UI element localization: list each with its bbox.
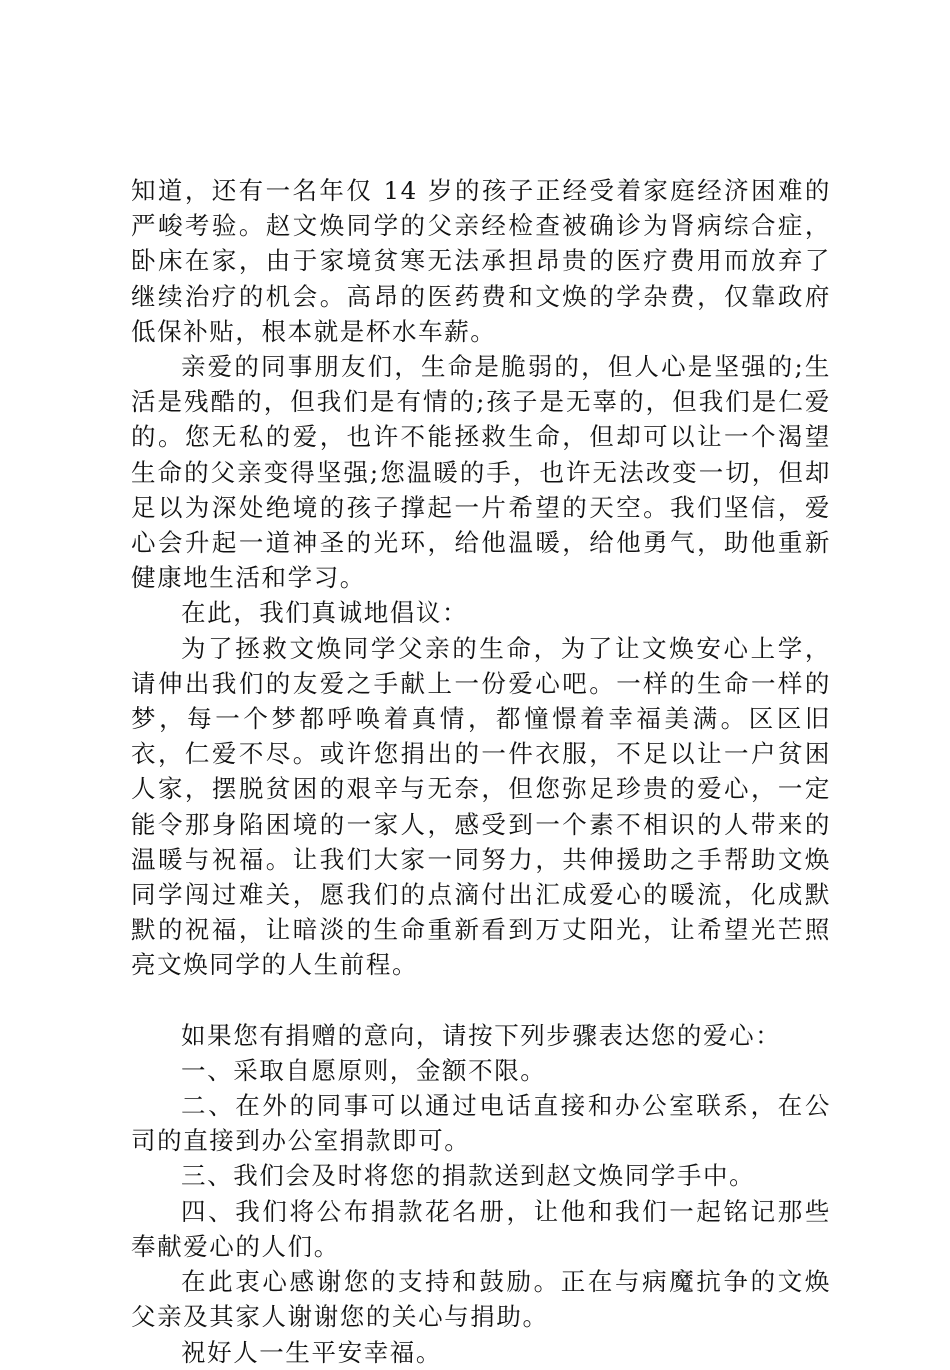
step-item-3: 三、我们会及时将您的捐款送到赵文焕同学手中。	[181, 1161, 756, 1191]
paragraph-donation-steps-intro: 如果您有捐赠的意向，请按下列步骤表达您的爱心：	[181, 1020, 782, 1050]
paragraph-proposal-intro: 在此，我们真诚地倡议：	[181, 598, 469, 628]
paragraph-family-situation: 知道，还有一名年仅 14 岁的孩子正经受着家庭经济困难的严峻考验。赵文焕同学的父亲经检查被确诊为肾病综合症，卧床在家，由于家境贫寒无法承担昂贵的医疗费用而放弃了继续治疗的机会。高昂的医药费和文焕的学杂费，仅靠政府低保补贴，根本就是杯水车薪。	[131, 176, 831, 346]
document-body	[131, 173, 831, 1370]
paragraph-thanks: 在此衷心感谢您的支持和鼓励。正在与病魔抗争的文焕父亲及其家人谢谢您的关心与捐助。	[131, 1267, 831, 1332]
step-item-2: 二、在外的同事可以通过电话直接和办公室联系，在公司的直接到办公室捐款即可。	[131, 1091, 831, 1156]
paragraph-proposal: 为了拯救文焕同学父亲的生命，为了让文焕安心上学，请伸出我们的友爱之手献上一份爱心吧。一样的生命一样的梦，每一个梦都呼唤着真情，都憧憬着幸福美满。区区旧衣，仁爱不尽。或许您捐出的一件衣服，不足以让一户贫困人家，摆脱贫困的艰辛与无奈，但您弥足珍贵的爱心，一定能令那身陷困境的一家人，感受到一个素不相识的人带来的温暖与祝福。让我们大家一同努力，共伸援助之手帮助文焕同学闯过难关，愿我们的点滴付出汇成爱心的暖流，化成默默的祝福，让暗淡的生命重新看到万丈阳光，让希望光芒照亮文焕同学的人生前程。	[131, 633, 831, 980]
paragraph-blessing: 祝好人一生平安幸福。	[181, 1337, 442, 1367]
step-item-1: 一、采取自愿原则，金额不限。	[181, 1055, 547, 1085]
step-item-4: 四、我们将公布捐款花名册，让他和我们一起铭记那些奉献爱心的人们。	[131, 1196, 831, 1261]
paragraph-appeal: 亲爱的同事朋友们，生命是脆弱的，但人心是坚强的;生活是残酷的，但我们是有情的;孩子是无辜的，但我们是仁爱的。您无私的爱，也许不能拯救生命，但却可以让一个渴望生命的父亲变得坚强;您温暖的手，也许无法改变一切，但却足以为深处绝境的孩子撑起一片希望的天空。我们坚信，爱心会升起一道神圣的光环，给他温暖，给他勇气，助他重新健康地生活和学习。	[131, 352, 831, 593]
